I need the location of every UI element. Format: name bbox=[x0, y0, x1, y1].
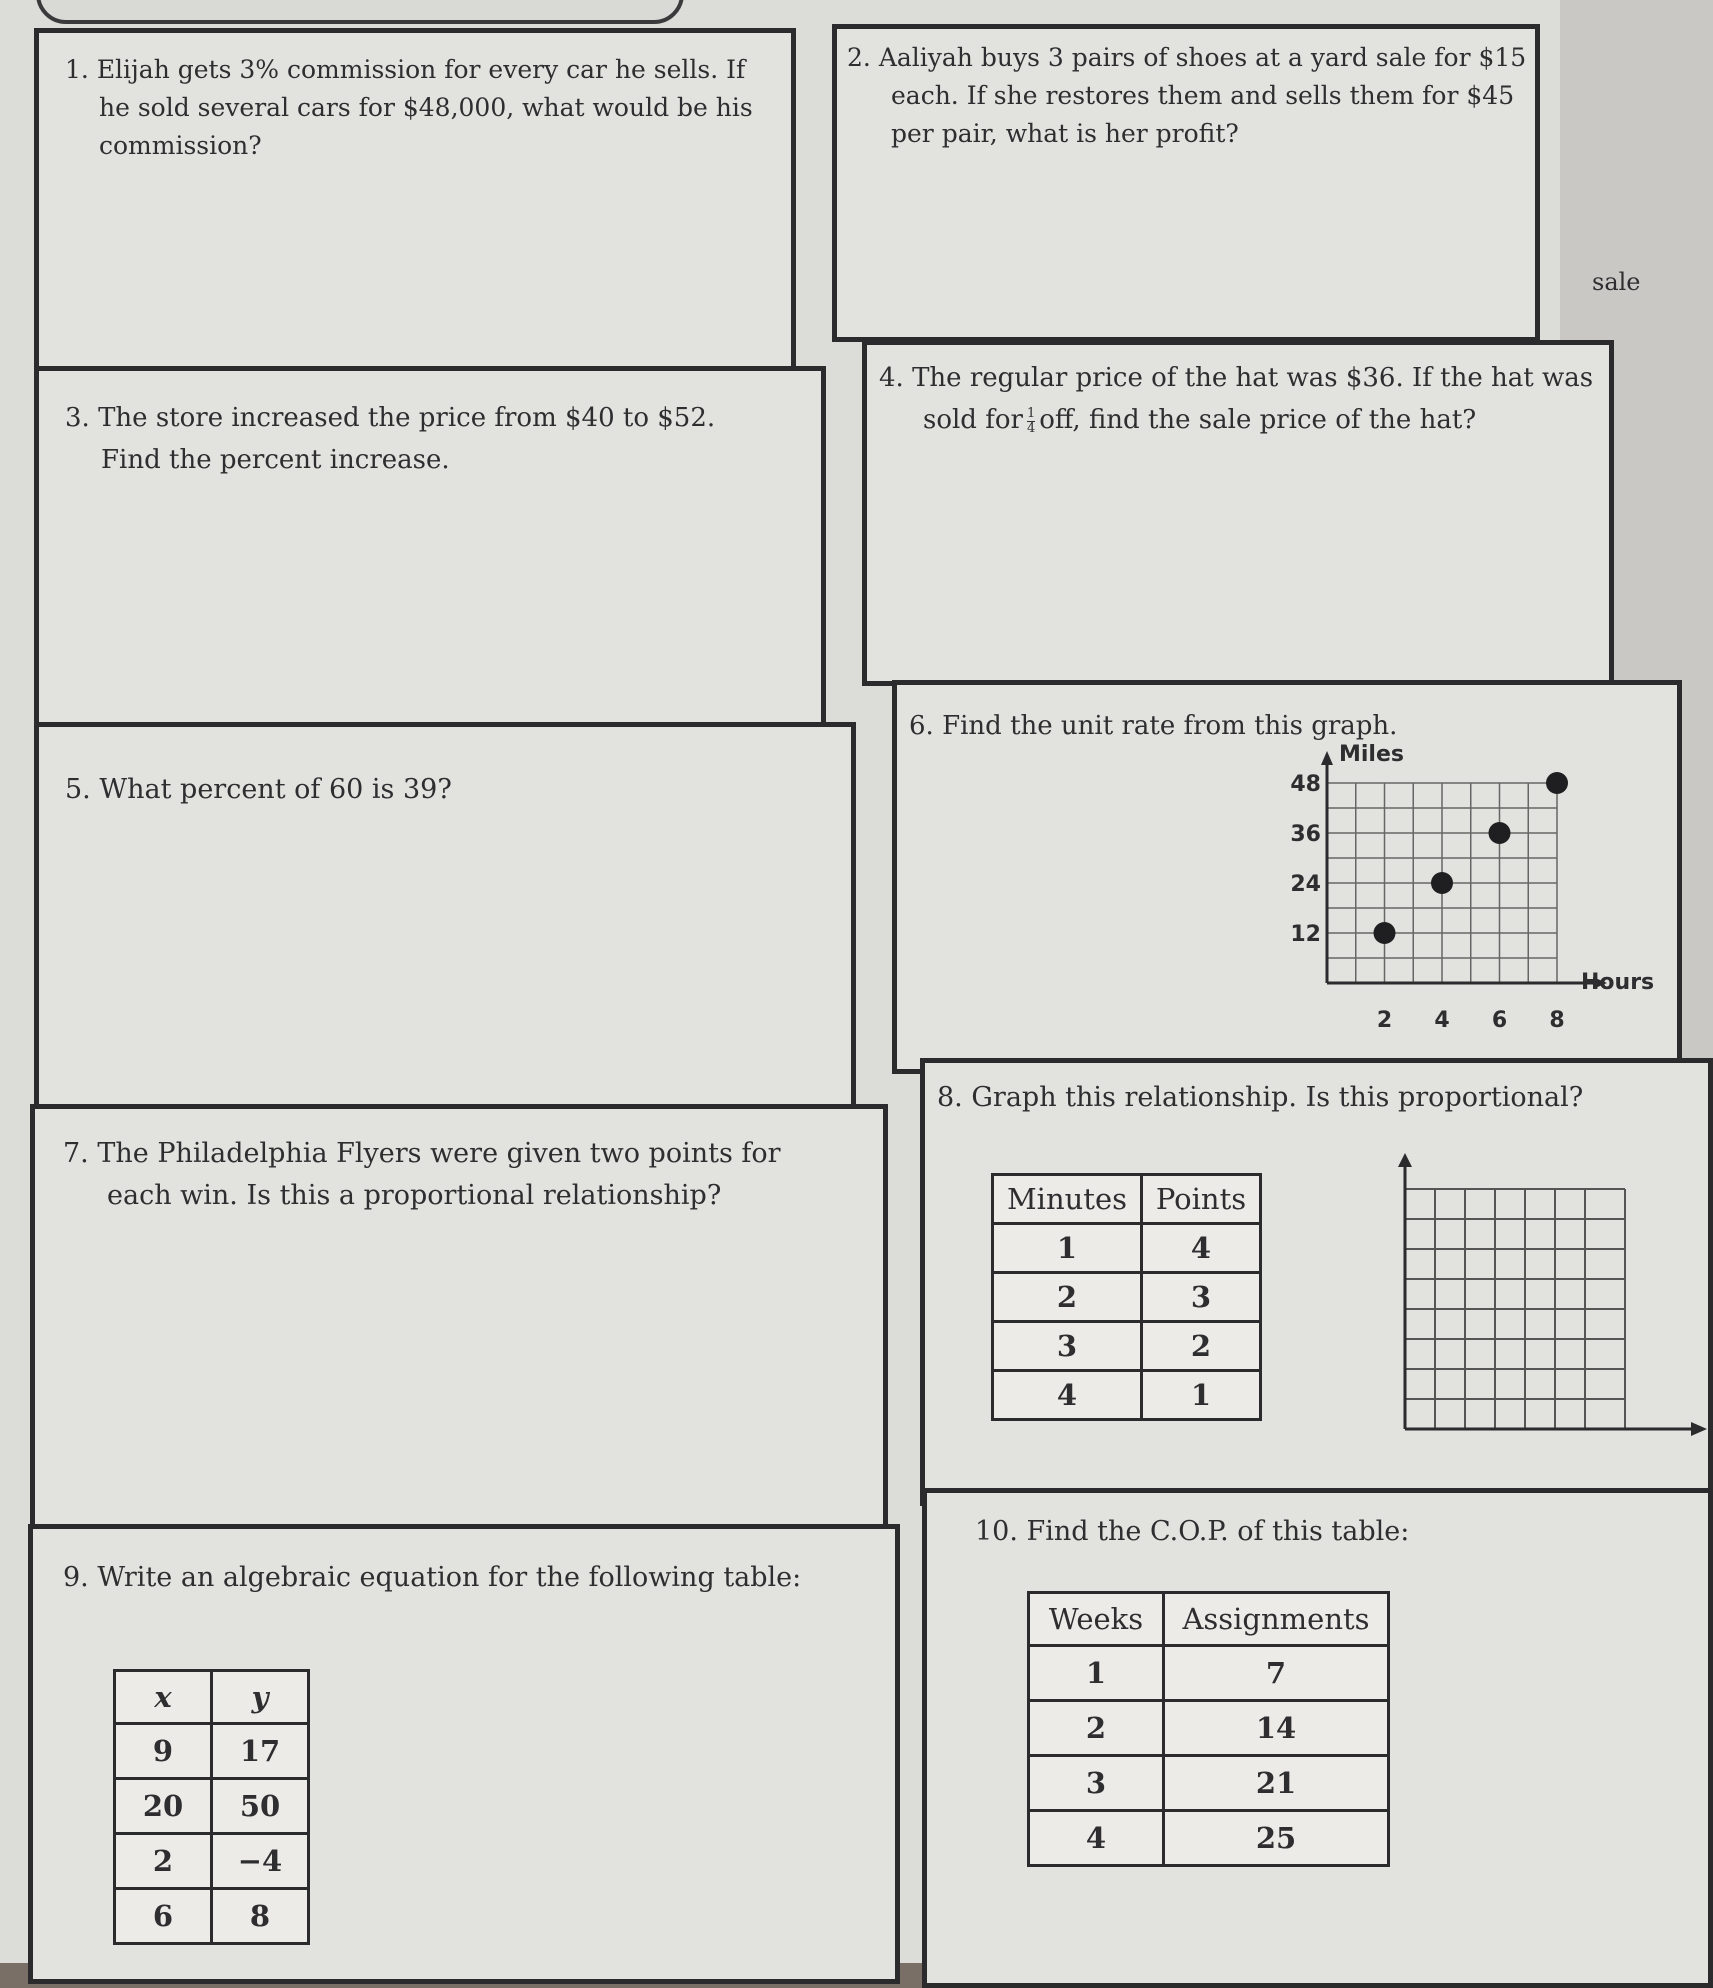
table-cell: 9 bbox=[115, 1724, 212, 1779]
data-point bbox=[1546, 772, 1568, 794]
table-header-row bbox=[993, 1175, 1261, 1224]
data-point bbox=[1374, 922, 1396, 944]
data-point bbox=[1489, 822, 1511, 844]
table-row bbox=[115, 1779, 309, 1834]
table-cell: 20 bbox=[115, 1779, 212, 1834]
y-tick-label: 36 bbox=[1290, 822, 1321, 847]
weeks-assignments-table bbox=[1027, 1591, 1390, 1867]
table-header-row bbox=[115, 1671, 309, 1724]
problem-6-text: 6. Find the unit rate from this graph. bbox=[909, 711, 1398, 741]
problem-card-9 bbox=[28, 1524, 900, 1984]
problem-8-text: 8. Graph this relationship. Is this proportional? bbox=[937, 1082, 1584, 1113]
problem-4-text: 4. The regular price of the hat was $36. If the hat was sold for $\frac{1}{4}$ off, find the sale price of the hat? bbox=[879, 363, 1594, 436]
problem-card-5 bbox=[34, 722, 856, 1128]
x-tick-label: 2 bbox=[1376, 1008, 1393, 1033]
table-header: Points bbox=[1142, 1175, 1261, 1224]
table-cell: 1 bbox=[1142, 1371, 1261, 1420]
data-point bbox=[1431, 872, 1453, 894]
table-header: y bbox=[212, 1671, 309, 1724]
table-header: x bbox=[115, 1671, 212, 1724]
table-header: Minutes bbox=[993, 1175, 1142, 1224]
problem-card-3 bbox=[34, 366, 826, 730]
problem-9-text: 9. Write an algebraic equation for the following table: bbox=[63, 1562, 802, 1593]
table-cell: 2 bbox=[993, 1273, 1142, 1322]
table-cell: 50 bbox=[212, 1779, 309, 1834]
table-row bbox=[993, 1224, 1261, 1273]
problem-card-10 bbox=[922, 1488, 1713, 1988]
problem-3-text: 3. The store increased the price from $40 to $52. Find the percent increase. bbox=[65, 403, 716, 475]
table-cell: 17 bbox=[212, 1724, 309, 1779]
minutes-points-table bbox=[991, 1173, 1262, 1421]
y-axis-label: Miles bbox=[1339, 742, 1404, 767]
table-row bbox=[115, 1834, 309, 1889]
y-tick-label: 48 bbox=[1290, 772, 1321, 797]
problem-1-text: 1. Elijah gets 3% commission for every car he sells. If he sold several cars for $48,000, what would be his commission? bbox=[65, 55, 753, 160]
table-cell: 1 bbox=[993, 1224, 1142, 1273]
table-cell: 25 bbox=[1164, 1811, 1389, 1866]
table-row bbox=[115, 1889, 309, 1944]
problem-card-7 bbox=[30, 1104, 888, 1564]
table-row bbox=[993, 1322, 1261, 1371]
problem-card-1 bbox=[34, 28, 796, 372]
table-header: Assignments bbox=[1164, 1593, 1389, 1646]
problem-10-text: 10. Find the C.O.P. of this table: bbox=[975, 1516, 1410, 1547]
x-y-table bbox=[113, 1669, 310, 1945]
table-cell: 14 bbox=[1164, 1701, 1389, 1756]
y-tick-label: 24 bbox=[1290, 872, 1321, 897]
problem-card-2 bbox=[832, 24, 1540, 342]
problem-7-text: 7. The Philadelphia Flyers were given two points for each win. Is this a proportional relationship? bbox=[63, 1138, 781, 1211]
one-quarter-fraction: $\frac{1}{4}$ bbox=[1026, 405, 1036, 436]
table-cell: 3 bbox=[993, 1322, 1142, 1371]
problem-card-8 bbox=[920, 1058, 1713, 1506]
table-cell: 2 bbox=[1142, 1322, 1261, 1371]
x-tick-label: 4 bbox=[1434, 1008, 1450, 1033]
top-card-edge bbox=[36, 0, 684, 24]
problem-card-6 bbox=[892, 680, 1682, 1074]
y-axis-arrow bbox=[1321, 751, 1333, 765]
table-cell: 21 bbox=[1164, 1756, 1389, 1811]
table-cell: −4 bbox=[212, 1834, 309, 1889]
table-cell: 7 bbox=[1164, 1646, 1389, 1701]
table-row bbox=[115, 1724, 309, 1779]
table-cell: 1 bbox=[1029, 1646, 1164, 1701]
table-row bbox=[993, 1371, 1261, 1420]
x-axis-label: Hours bbox=[1581, 970, 1655, 995]
table-cell: 6 bbox=[115, 1889, 212, 1944]
table-row bbox=[1029, 1646, 1389, 1701]
table-cell: 2 bbox=[115, 1834, 212, 1889]
side-fragment-text: sale bbox=[1592, 268, 1641, 296]
problem-card-4 bbox=[862, 340, 1614, 686]
table-cell: 2 bbox=[1029, 1701, 1164, 1756]
table-cell: 3 bbox=[1142, 1273, 1261, 1322]
blank-graph-grid bbox=[1385, 1149, 1713, 1449]
y-tick-label: 12 bbox=[1290, 922, 1321, 947]
x-tick-label: 8 bbox=[1549, 1008, 1565, 1033]
table-cell: 4 bbox=[1029, 1811, 1164, 1866]
miles-hours-graph bbox=[1257, 733, 1677, 1063]
problem-2-text: 2. Aaliyah buys 3 pairs of shoes at a yard sale for $15 each. If she restores them and sells them for $45 per pair, what is her profit? bbox=[847, 43, 1527, 148]
x-tick-label: 6 bbox=[1491, 1008, 1508, 1033]
problem-5-text: 5. What percent of 60 is 39? bbox=[65, 774, 452, 805]
table-cell: 4 bbox=[993, 1371, 1142, 1420]
table-header: Weeks bbox=[1029, 1593, 1164, 1646]
table-row bbox=[1029, 1811, 1389, 1866]
table-header-row bbox=[1029, 1593, 1389, 1646]
table-cell: 3 bbox=[1029, 1756, 1164, 1811]
table-cell: 8 bbox=[212, 1889, 309, 1944]
table-cell: 4 bbox=[1142, 1224, 1261, 1273]
table-row bbox=[993, 1273, 1261, 1322]
table-row bbox=[1029, 1756, 1389, 1811]
table-row bbox=[1029, 1701, 1389, 1756]
